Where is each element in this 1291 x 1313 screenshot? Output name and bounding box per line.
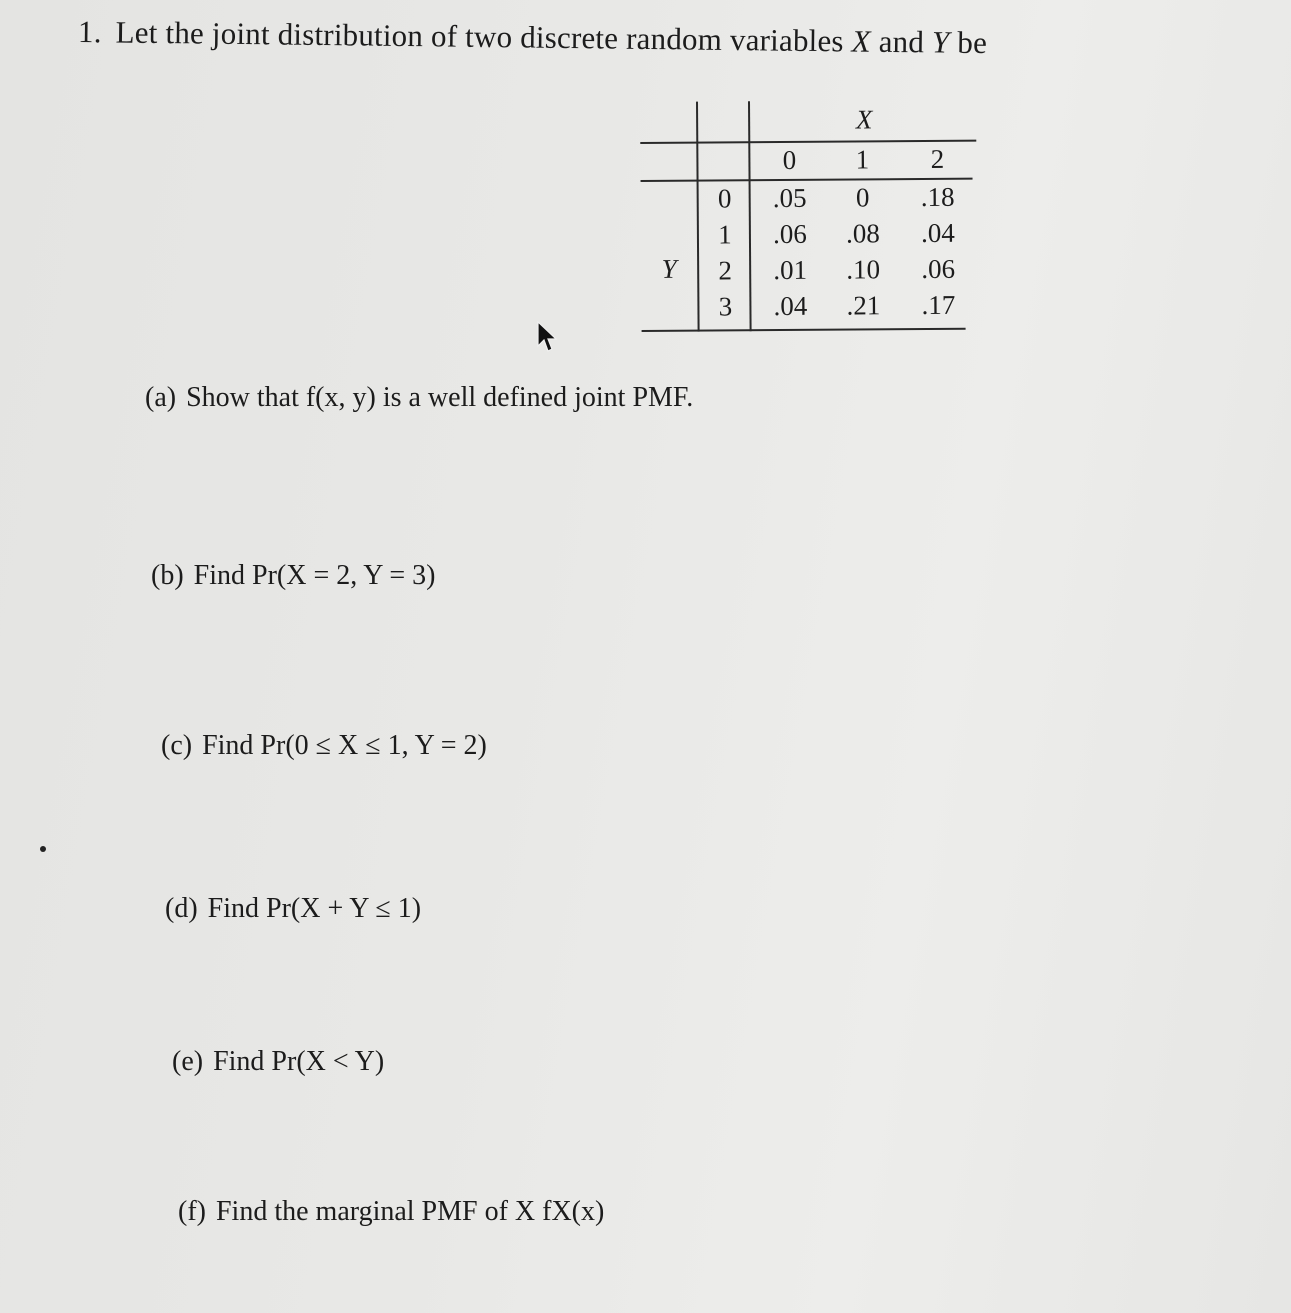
part-c-label: (c) bbox=[161, 730, 193, 761]
part-d bbox=[165, 893, 421, 925]
row-header: 0 bbox=[717, 183, 732, 214]
part-e bbox=[172, 1046, 384, 1078]
variable-y: Y bbox=[931, 24, 950, 60]
table-cell: .21 bbox=[846, 290, 881, 321]
row-variable-label: Y bbox=[661, 253, 677, 284]
table-cell: .05 bbox=[772, 182, 807, 214]
table-cell: .04 bbox=[920, 217, 955, 249]
row-header: 3 bbox=[718, 291, 733, 322]
part-f-text: Find the marginal PMF of X fX(x) bbox=[215, 1196, 605, 1227]
table-cell: .17 bbox=[921, 289, 956, 321]
table-cell: .06 bbox=[772, 218, 807, 250]
and-word: and bbox=[878, 23, 925, 60]
problem-statement-prefix: Let the joint distribution of two discrete random variables bbox=[115, 14, 844, 59]
column-header: 2 bbox=[930, 143, 945, 174]
part-b-text: Find Pr(X = 2, Y = 3) bbox=[193, 560, 436, 591]
part-f bbox=[178, 1196, 604, 1228]
part-a bbox=[145, 382, 693, 414]
part-d-text: Find Pr(X + Y ≤ 1) bbox=[207, 893, 422, 924]
table-rule-bottom bbox=[642, 328, 966, 332]
part-f-label: (f) bbox=[178, 1196, 206, 1227]
part-b-label: (b) bbox=[151, 560, 184, 591]
row-header: 1 bbox=[718, 219, 732, 250]
table-cell: .06 bbox=[921, 253, 956, 285]
row-header: 2 bbox=[718, 255, 733, 286]
table-cell: .04 bbox=[773, 290, 808, 322]
joint-pmf-table bbox=[640, 100, 978, 334]
part-c bbox=[161, 730, 487, 762]
table-cell: 0 bbox=[855, 182, 870, 213]
part-d-label: (d) bbox=[165, 893, 198, 924]
table-cell: .08 bbox=[845, 218, 880, 249]
column-variable-label: X bbox=[855, 104, 873, 135]
problem-statement bbox=[78, 14, 988, 61]
mouse-pointer-icon bbox=[536, 320, 558, 354]
column-header: 1 bbox=[855, 144, 870, 175]
part-e-label: (e) bbox=[172, 1046, 204, 1077]
table-cell: .18 bbox=[920, 181, 955, 213]
part-a-text: Show that f(x, y) is a well defined joint PMF. bbox=[186, 382, 694, 413]
problem-number: 1. bbox=[77, 14, 102, 50]
table-cell: .10 bbox=[846, 254, 881, 285]
problem-statement-suffix: be bbox=[957, 24, 988, 61]
part-b bbox=[151, 560, 436, 592]
part-c-text: Find Pr(0 ≤ X ≤ 1, Y = 2) bbox=[202, 730, 487, 761]
table-cell: .01 bbox=[773, 254, 808, 286]
part-a-label: (a) bbox=[145, 382, 177, 413]
table-divider-right bbox=[748, 101, 752, 331]
stray-dot bbox=[40, 846, 46, 852]
variable-x: X bbox=[851, 23, 871, 59]
table-divider-left bbox=[696, 102, 700, 332]
part-e-text: Find Pr(X < Y) bbox=[213, 1046, 385, 1077]
column-header: 0 bbox=[782, 144, 797, 176]
